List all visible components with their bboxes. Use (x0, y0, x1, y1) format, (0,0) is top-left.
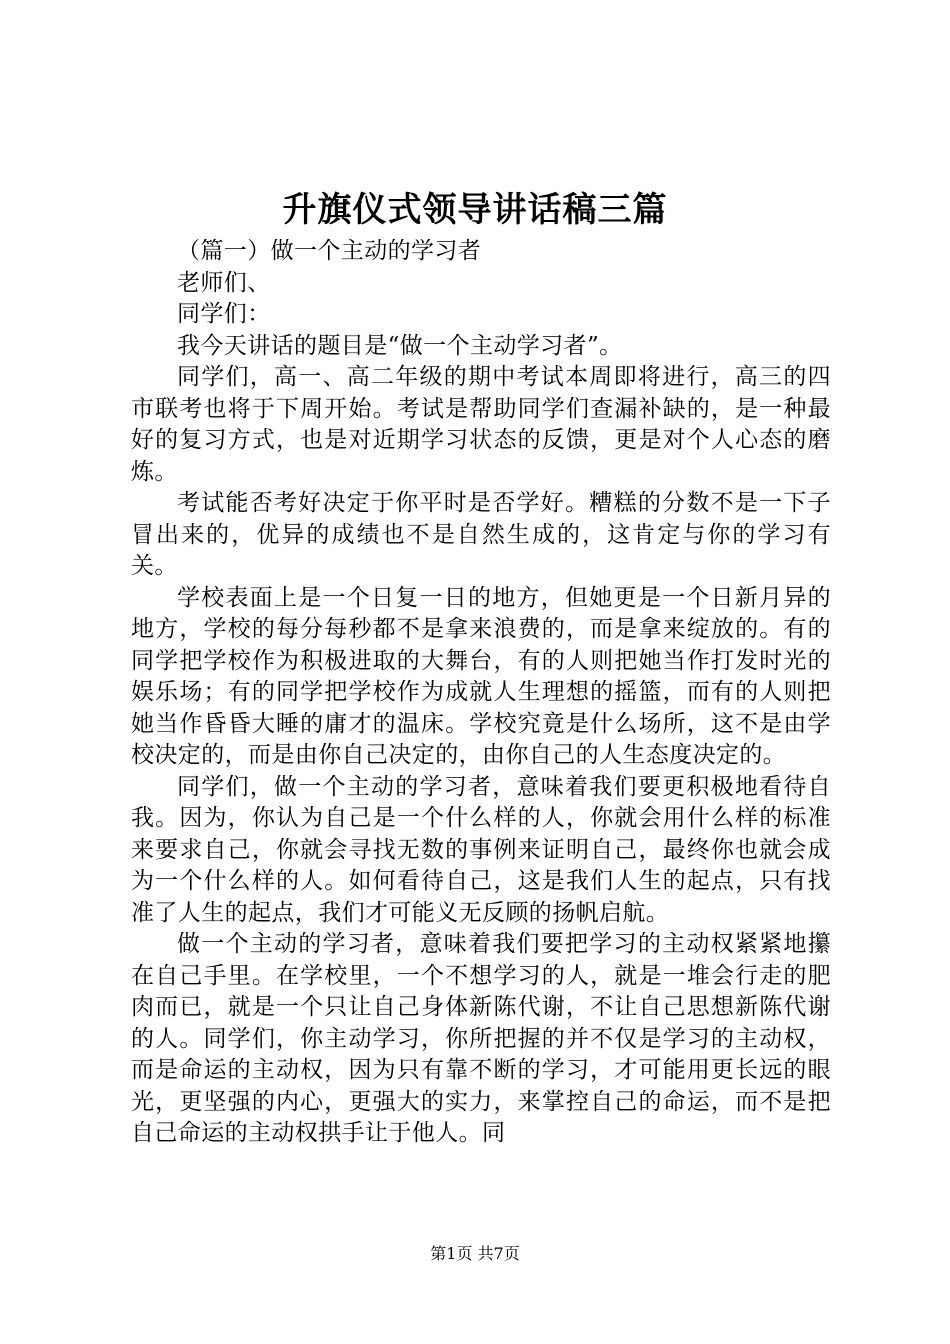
paragraph: 同学们，高一、高二年级的期中考试本周即将进行，高三的四市联考也将于下周开始。考试是帮助同学们查漏补缺的，是一种最好的复习方式，也是对近期学习状态的反馈，更是对个人心态的磨炼。 (131, 364, 831, 485)
salutation-students: 同学们： (177, 301, 271, 327)
document-body (131, 236, 831, 1150)
section-heading: （篇一）做一个主动的学习者 (177, 238, 482, 264)
paragraph: 同学们，做一个主动的学习者，意味着我们要更积极地看待自我。因为，你认为自己是一个什么样的人，你就会用什么样的标准来要求自己，你就会寻找无数的事例来证明自己，最终你也就会成为一个什么样的人。如何看待自己，这是我们人生的起点，只有找准了人生的起点，我们才可能义无反顾的扬帆启航。 (131, 773, 831, 926)
document-title: 升旗仪式领导讲话稿三篇 (282, 190, 668, 230)
salutation-teachers: 老师们、 (177, 269, 271, 296)
topic-line: 我今天讲话的题目是“做一个主动学习者”。 (177, 332, 623, 359)
paragraph: 考试能否考好决定于你平时是否学好。糟糕的分数不是一下子冒出来的，优异的成绩也不是自然生成的，这肯定与你的学习有关。 (131, 490, 831, 579)
page-number-footer: 第1页 共7页 (430, 1244, 520, 1263)
paragraph: 做一个主动的学习者，意味着我们要把学习的主动权紧紧地攥在自己手里。在学校里，一个不想学习的人，就是一堆会行走的肥肉而已，就是一个只让自己身体新陈代谢，不让自己思想新陈代谢的人。同学们，你主动学习，你所把握的并不仅是学习的主动权，而是命运的主动权，因为只有靠不断的学习，才可能用更长远的眼光，更坚强的内心，更强大的实力，来掌控自己的命运，而不是把自己命运的主动权拱手让于他人。同 (131, 931, 831, 1146)
paragraph: 学校表面上是一个日复一日的地方，但她更是一个日新月异的地方，学校的每分每秒都不是拿来浪费的，而是拿来绽放的。有的同学把学校作为积极进取的大舞台，有的人则把她当作打发时光的娱乐场；有的同学把学校作为成就人生理想的摇篮，而有的人则把她当作昏昏大睡的庸才的温床。学校究竟是什么场所，这不是由学校决定的，而是由你自己决定的，由你自己的人生态度决定的。 (131, 584, 831, 768)
